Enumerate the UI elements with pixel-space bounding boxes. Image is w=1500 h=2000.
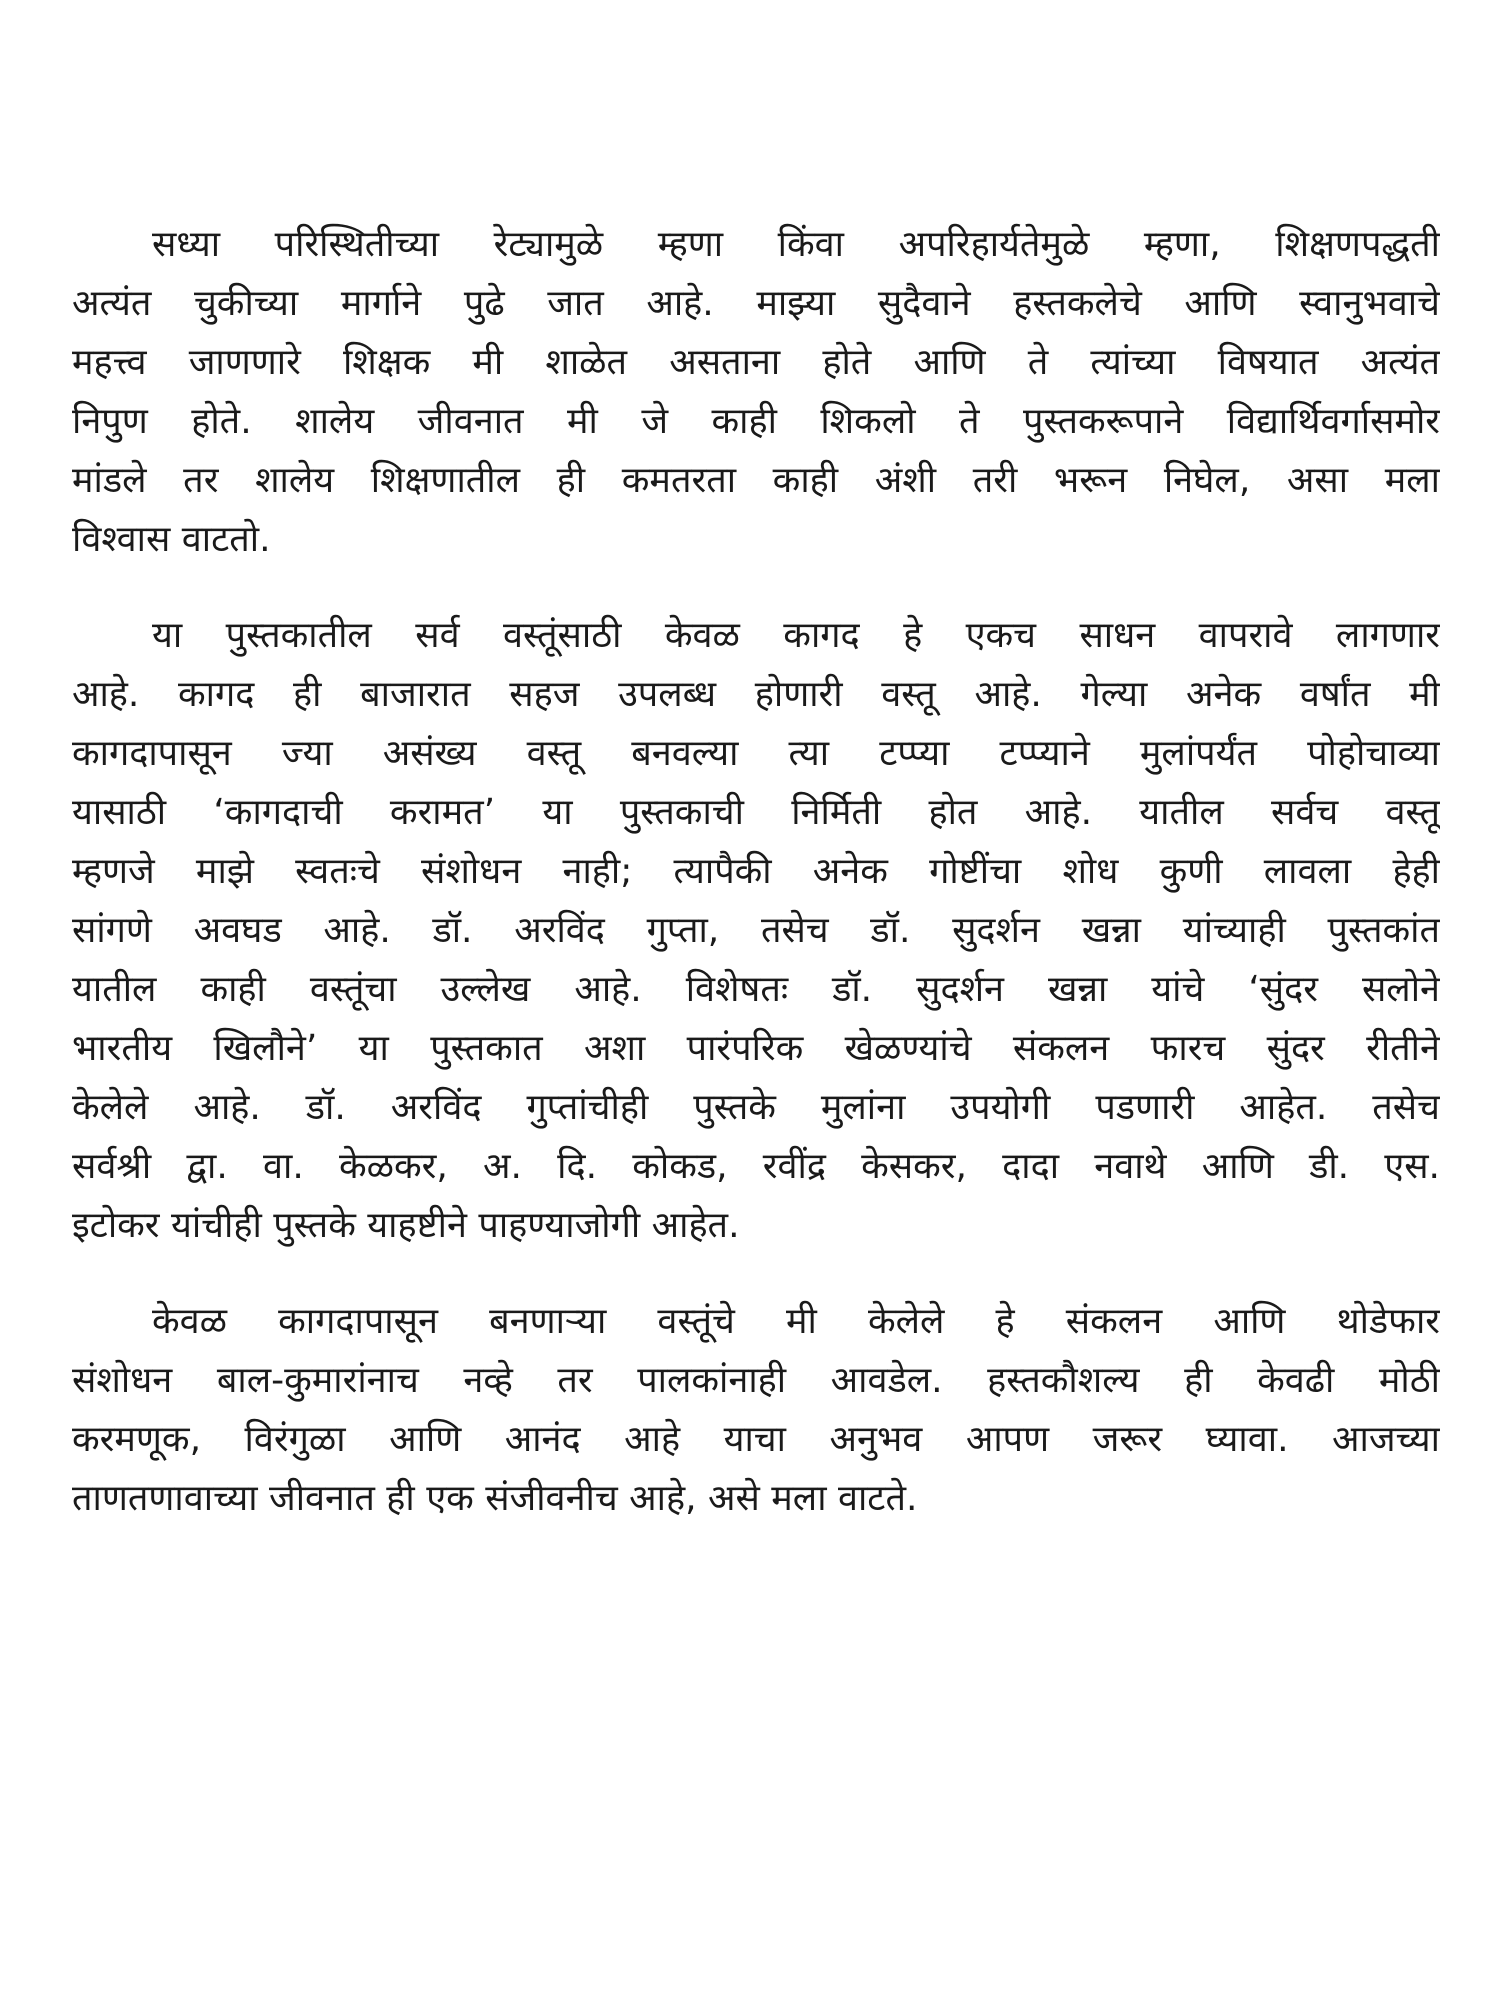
- paragraph-line: इटोकर यांचीही पुस्तके याहष्टीने पाहण्याजोगी आहेत.: [72, 1205, 740, 1246]
- body-text: [72, 215, 1440, 1528]
- paragraph-spacer: [72, 569, 1440, 606]
- paragraph-line: सांगणे अवघड आहे. डॉ. अरविंद गुप्ता, तसेच डॉ. सुदर्शन खन्ना यांच्याही पुस्तकांत: [72, 910, 1440, 951]
- paragraph-1: [72, 215, 1440, 569]
- paragraph-line: केवळ कागदापासून बनणाऱ्या वस्तूंचे मी केलेले हे संकलन आणि थोडेफार: [152, 1301, 1440, 1342]
- paragraph-line: करमणूक, विरंगुळा आणि आनंद आहे याचा अनुभव आपण जरूर घ्यावा. आजच्या: [72, 1419, 1440, 1460]
- paragraph-3: [72, 1292, 1440, 1528]
- paragraph-line: यासाठी ‘कागदाची करामत’ या पुस्तकाची निर्मिती होत आहे. यातील सर्वच वस्तू: [72, 792, 1440, 833]
- paragraph-line: महत्त्व जाणणारे शिक्षक मी शाळेत असताना होते आणि ते त्यांच्या विषयात अत्यंत: [72, 342, 1440, 383]
- paragraph-line: अत्यंत चुकीच्या मार्गाने पुढे जात आहे. माझ्या सुदैवाने हस्तकलेचे आणि स्वानुभवाचे: [72, 283, 1440, 324]
- paragraph-line: मांडले तर शालेय शिक्षणातील ही कमतरता काही अंशी तरी भरून निघेल, असा मला: [72, 460, 1440, 501]
- paragraph-line: निपुण होते. शालेय जीवनात मी जे काही शिकलो ते पुस्तकरूपाने विद्यार्थिवर्गासमोर: [72, 401, 1440, 442]
- paragraph-line: या पुस्तकातील सर्व वस्तूंसाठी केवळ कागद हे एकच साधन वापरावे लागणार: [152, 615, 1440, 656]
- paragraph-line: संशोधन बाल-कुमारांनाच नव्हे तर पालकांनाही आवडेल. हस्तकौशल्य ही केवढी मोठी: [72, 1360, 1440, 1401]
- paragraph-line: कागदापासून ज्या असंख्य वस्तू बनवल्या त्या टप्प्या टप्प्याने मुलांपर्यंत पोहोचाव्या: [72, 733, 1440, 774]
- paragraph-line: सर्वश्री द्वा. वा. केळकर, अ. दि. कोकड, रवींद्र केसकर, दादा नवाथे आणि डी. एस.: [72, 1146, 1440, 1187]
- paragraph-line: विश्वास वाटतो.: [72, 519, 271, 560]
- paragraph-line: सध्या परिस्थितीच्या रेट्यामुळे म्हणा किंवा अपरिहार्यतेमुळे म्हणा, शिक्षणपद्धती: [152, 224, 1440, 265]
- paragraph-line: म्हणजे माझे स्वतःचे संशोधन नाही; त्यापैकी अनेक गोष्टींचा शोध कुणी लावला हेही: [72, 851, 1440, 892]
- paragraph-line: भारतीय खिलौने’ या पुस्तकात अशा पारंपरिक खेळण्यांचे संकलन फारच सुंदर रीतीने: [72, 1028, 1440, 1069]
- paragraph-spacer: [72, 1255, 1440, 1292]
- paragraph-line: केलेले आहे. डॉ. अरविंद गुप्तांचीही पुस्तके मुलांना उपयोगी पडणारी आहेत. तसेच: [72, 1087, 1440, 1128]
- paragraph-2: [72, 606, 1440, 1255]
- paragraph-line: आहे. कागद ही बाजारात सहज उपलब्ध होणारी वस्तू आहे. गेल्या अनेक वर्षांत मी: [72, 674, 1440, 715]
- paragraph-line: ताणतणावाच्या जीवनात ही एक संजीवनीच आहे, असे मला वाटते.: [72, 1478, 918, 1519]
- paragraph-line: यातील काही वस्तूंचा उल्लेख आहे. विशेषतः डॉ. सुदर्शन खन्ना यांचे ‘सुंदर सलोने: [72, 969, 1440, 1010]
